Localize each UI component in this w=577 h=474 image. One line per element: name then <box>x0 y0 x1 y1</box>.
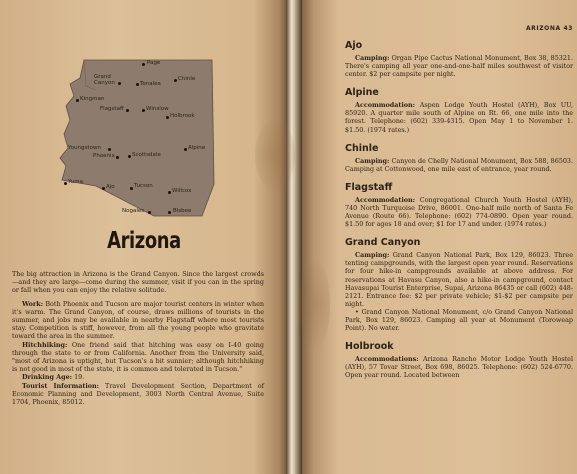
running-head: ARIZONA 43 <box>525 25 573 32</box>
map-city-label: Nogales <box>122 208 145 214</box>
map-city-label: Willcox <box>172 188 192 194</box>
arizona-map <box>56 56 246 218</box>
map-city-label: Yuma <box>68 179 83 185</box>
right-column <box>345 40 573 388</box>
entry-body: Grand Canyon National Park, Box 129, 86023. Three tenting campgrounds, with the largest open year round. Reservations for four hike-in campgrounds available at above address. For reservations at Havasu Canyon, also a hike-in campground, contact Havasupai Tourist Enterprise, Supai, Arizona 86435 or call (602) 448-2121. Entrance fee: $2 per private vehicle; $1-$2 per campsite per night. <box>345 251 573 308</box>
map-city-label: Phoenix <box>93 153 115 159</box>
entry-heading: Ajo <box>345 40 363 51</box>
entry-text <box>345 196 573 228</box>
map-city-label: Grand Canyon <box>94 74 115 86</box>
map-city-label: Holbrook <box>170 113 195 119</box>
entry-label: Camping: <box>355 54 390 62</box>
work-label: Work: <box>22 299 44 308</box>
entry-text <box>345 251 573 308</box>
entry-heading: Flagstaff <box>345 181 393 193</box>
entry-body: Canyon de Chelly National Monument, Box 588, 86503. Camping at Cottonwood, one mile east of entrance, year round. <box>345 156 573 173</box>
map-city-label: Flagstaff <box>100 106 124 112</box>
map-city-label: Ajo <box>106 184 115 190</box>
work-paragraph <box>12 300 264 341</box>
entry-holbrook <box>345 341 573 379</box>
map-city-label: Scottsdale <box>132 152 161 158</box>
entry-flagstaff <box>345 182 573 228</box>
map-city-label: Chinle <box>178 76 196 82</box>
drinking-age-text: 19. <box>72 373 85 382</box>
entry-grand-canyon <box>345 237 573 332</box>
tourist-info-text: Travel Development Section, Department of Economic Planning and Development, 3003 North Central Avenue, Suite 1704, Phoenix, 85012. <box>12 381 264 407</box>
entry-text <box>345 355 573 379</box>
map-city-label: Tonalea <box>140 81 161 87</box>
drinking-age-paragraph <box>12 373 264 381</box>
map-city-label: Kingman <box>80 96 105 102</box>
entry-body: Congregational Church Youth Hostel (AYH), 740 North Turquoise Drive, 86001. One-half mile north of Santa Fe Avenue (Route 66). Telephone: (602) 774-0890. Open year round. $1.50 for ages 18 and over; $1 for 17 and under. (1974 rates.) <box>345 195 573 229</box>
map-city-label: Winslow <box>146 106 169 112</box>
map-city-label: Alpine <box>188 145 206 151</box>
entry-heading: Holbrook <box>345 341 394 353</box>
entry-extra-text: • Grand Canyon National Monument, c/o Grand Canyon National Park, Box 129, 86023. Camping all year at Monument (Toroweap Point). No water. <box>345 307 573 333</box>
entry-body: Arizona Rancho Motor Lodge Youth Hostel (AYH), 57 Tovar Street, Box 698, 86025. Telephone: (602) 524-6770. Open year round. Located between <box>345 355 573 380</box>
map-city-label: Youngstown <box>68 145 101 151</box>
entry-body: Aspen Lodge Youth Hostel (AYH), Box UU, 85920. A quarter mile south of Alpine on Rt. 66, one mile into the forest. Telephone: (602) 339-4315. Open May 1 to November 1. $1.50. (1974 rates.) <box>345 101 573 134</box>
entry-label: Accommodations: <box>355 355 419 364</box>
hitchhiking-paragraph <box>12 341 264 374</box>
tourist-info-label: Tourist Information: <box>22 381 100 390</box>
work-text: Both Phoenix and Tucson are major tourist centers in winter when it's warm. The Grand Canyon, of course, draws millions of tourists in the summer, and jobs may be available in nearby Flagstaff where most tourists stay. Competition is stiff, however, from all the young people who gravitate toward the area in the summer. <box>12 299 264 341</box>
entry-label: Camping: <box>355 156 390 165</box>
entry-chinle <box>345 143 573 173</box>
entry-body: Organ Pipe Cactus National Monument, Box 38, 85321. There's camping all year one-and-one-half miles southwest of visitor center. $2 per campsite per night. <box>345 54 573 79</box>
left-body-text <box>12 270 264 406</box>
book-gutter <box>286 0 302 474</box>
entry-label: Accommodation: <box>355 101 416 110</box>
entry-heading: Chinle <box>345 142 379 154</box>
entry-alpine <box>345 87 573 133</box>
map-city-label: Tucson <box>134 183 153 189</box>
map-city-label: Page <box>147 60 161 66</box>
hitchhiking-text: One friend said that hitching was easy on I-40 going through the state to or from California. Another from the University said, "most of Arizona is uptight, but Tucson's a bit sunnier; although hitchhiking is not good in most of the state, it is common and tolerated in Tucson." <box>12 340 264 374</box>
entry-text <box>345 54 573 78</box>
drinking-age-label: Drinking Age: <box>22 373 73 382</box>
tourist-info-paragraph <box>12 382 264 407</box>
entry-text <box>345 157 573 173</box>
entry-label: Accommodation: <box>355 195 416 204</box>
entry-ajo <box>345 40 573 78</box>
page-title: Arizona <box>107 228 181 254</box>
intro-paragraph: The big attraction in Arizona is the Grand Canyon. Since the largest crowds—and they are large—come during the summer, visit if you can in the spring or fall when you can enjoy the relative solitude. <box>12 270 264 295</box>
entry-text <box>345 101 573 133</box>
entry-heading: Grand Canyon <box>345 237 421 249</box>
entry-label: Camping: <box>355 251 390 260</box>
hitchhiking-label: Hitchhiking: <box>22 340 68 349</box>
map-city-label: Bisbee <box>173 208 192 214</box>
entry-heading: Alpine <box>345 87 379 99</box>
